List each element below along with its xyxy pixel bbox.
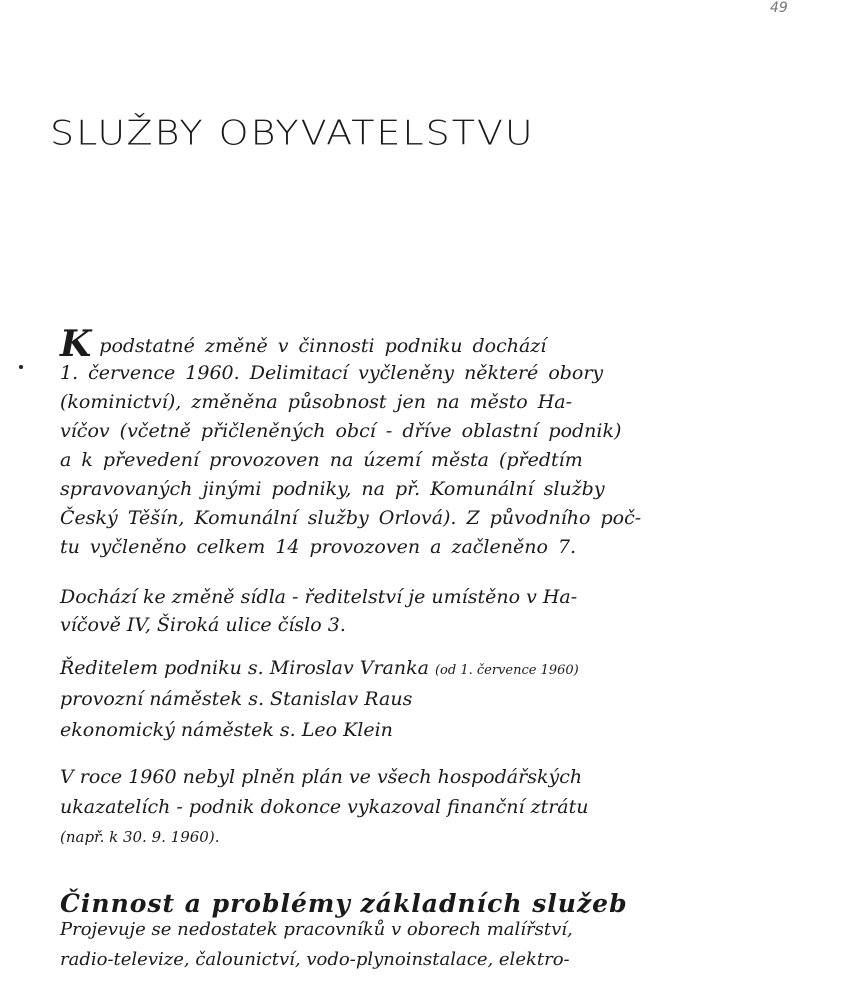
intro-line-5: a k převedení provozoven na území města (předtím: [60, 449, 583, 471]
section-paragraph: [60, 915, 573, 975]
section-heading: Činnost a problémy základních služeb: [60, 888, 628, 918]
director-date-note: (od 1. července 1960): [434, 663, 579, 678]
seat-line-2: víčově IV, Široká ulice číslo 3.: [60, 614, 346, 636]
intro-line-6: spravovaných jinými podniky, na př. Komunální služby: [60, 478, 605, 500]
plan-line-1: V roce 1960 nebyl plněn plán ve všech hospodářských: [60, 766, 583, 788]
intro-line-3: (kominictví), změněna působnost jen na město Ha-: [60, 391, 573, 413]
intro-line-1: [60, 323, 641, 365]
plan-paragraph: [60, 762, 589, 852]
director-line: [60, 653, 579, 684]
intro-line-4: víčov (včetně přičleněných obcí - dříve oblastní podnik): [60, 420, 622, 442]
section-line-2: radio-televize, čalounictví, vodo-plynoinstalace, elektro-: [60, 949, 570, 970]
economic-deputy-line: ekonomický náměstek s. Leo Klein: [60, 719, 393, 741]
intro-line-8: tu vyčleněno celkem 14 provozoven a začleněno 7.: [60, 536, 577, 558]
intro-line-1-text: podstatné změně v činnosti podniku dochází: [99, 335, 547, 357]
intro-line-2: 1. července 1960. Delimitací vyčleněny některé obory: [60, 362, 604, 384]
intro-line-7: Český Těšín, Komunální služby Orlová). Z původního poč-: [60, 507, 642, 529]
seat-paragraph: [60, 583, 577, 639]
margin-dot: [19, 365, 23, 369]
plan-line-2: ukazatelích - podnik dokonce vykazoval finanční ztrátu: [60, 796, 589, 818]
director-text: Ředitelem podniku s. Miroslav Vranka: [60, 657, 429, 679]
page-number: 49: [770, 0, 788, 16]
operations-deputy-line: provozní náměstek s. Stanislav Raus: [60, 688, 413, 710]
management-paragraph: [60, 653, 579, 746]
drop-cap: K: [60, 323, 92, 365]
plan-line-3: (např. k 30. 9. 1960).: [60, 828, 220, 846]
seat-line-1: Dochází ke změně sídla - ředitelství je umístěno v Ha-: [60, 586, 578, 608]
page-title: SLUŽBY OBYVATELSTVU: [50, 113, 535, 154]
section-line-1: Projevuje se nedostatek pracovníků v oborech malířství,: [60, 919, 573, 940]
intro-paragraph: [60, 323, 642, 562]
